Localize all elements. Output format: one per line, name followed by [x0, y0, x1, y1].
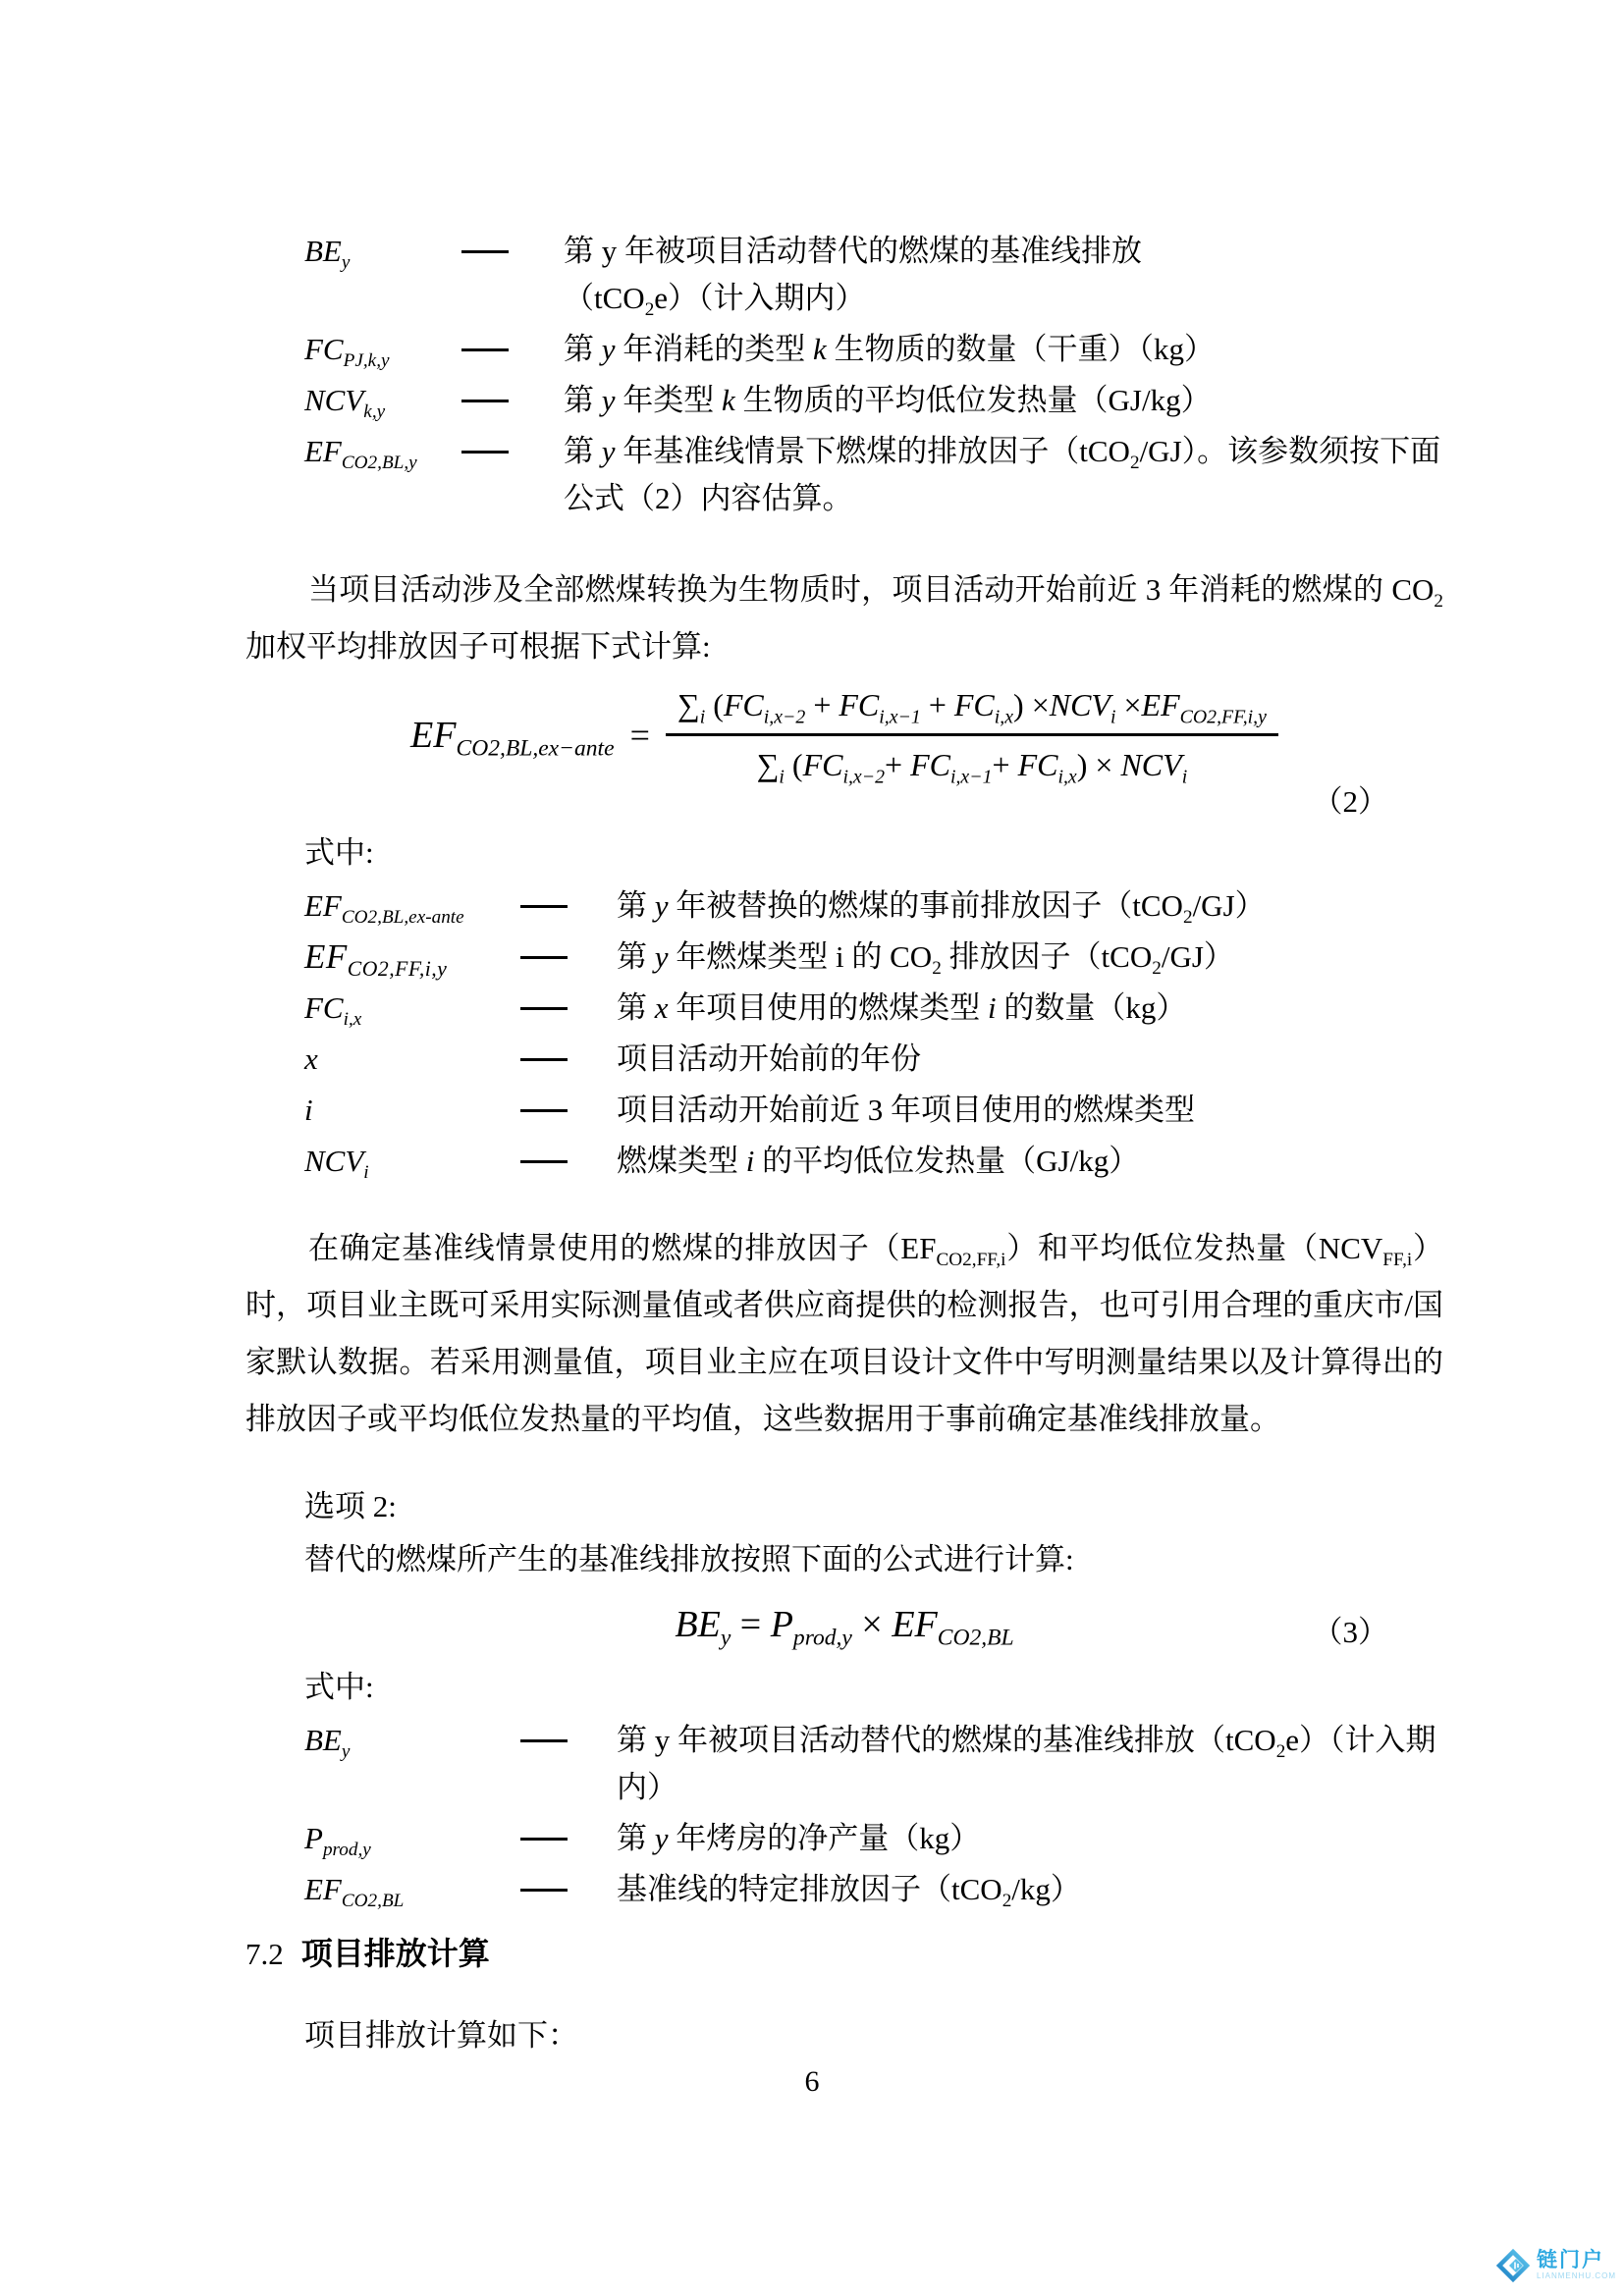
definition-row	[245, 1815, 1443, 1862]
fraction	[666, 683, 1278, 786]
definition-row	[245, 228, 1443, 322]
dash-separator	[454, 326, 564, 373]
dash-separator	[454, 228, 564, 275]
term-definition: 项目活动开始前的年份	[617, 1041, 921, 1076]
definition-row	[245, 985, 1443, 1032]
fraction-numerator: $\sum_i$ $(FC_{i,x-2} + FC_{i,x-1} + FC_{i,x}) \times NCV_i \times EF_{CO2,FF,i,y}$	[666, 683, 1278, 736]
equals-sign: =	[629, 715, 650, 755]
option-2-intro: 替代的燃煤所产生的基准线排放按照下面的公式进行计算:	[304, 1542, 1074, 1576]
section-title: 项目排放计算	[300, 1936, 490, 1971]
term-definition: 第 y 年被项目活动替代的燃煤的基准线排放（tCO$_2$e）（计入期内）	[617, 1723, 1436, 1804]
dash-separator	[513, 934, 617, 981]
term-symbol: $FC_{PJ,k,y}$	[304, 332, 390, 372]
term-definition: 第 y 年基准线情景下燃煤的排放因子（tCO$_2$/GJ）。该参数须按下面公式（2）内容估算。	[564, 434, 1441, 515]
term-symbol: $P_{prod,y}$	[304, 1821, 371, 1861]
section-number: 7.2	[245, 1937, 284, 1971]
paragraph-coal-conversion: 当项目活动涉及全部燃煤转换为生物质时，项目活动开始前近 3 年消耗的燃煤的 $CO_2$加权平均排放因子可根据下式计算:	[245, 572, 1443, 664]
definition-row	[245, 326, 1443, 373]
dash-separator	[513, 985, 617, 1032]
formula-3-body: $BE_y = P_{prod,y} \times EF_{CO2,BL}$	[675, 1604, 1014, 1651]
fraction-denominator: $\sum_i$ $(FC_{i,x-2}+ FC_{i,x-1}+ FC_{i,x}) \times NCV_i$	[756, 747, 1188, 788]
lianmenhu-logo-icon	[1495, 2248, 1531, 2283]
term-symbol: $EF_{CO2,BL,ex-ante}$	[304, 888, 464, 929]
term-definition: 第 y 年消耗的类型 k 生物质的数量（干重）（kg）	[564, 332, 1216, 366]
dash-separator	[513, 882, 617, 930]
term-symbol: x	[304, 1041, 318, 1076]
definition-row	[245, 377, 1443, 424]
term-symbol: $BE_y$	[304, 234, 351, 274]
term-symbol: $EF_{CO2,FF,i,y}$	[304, 937, 448, 981]
section-heading-7-2	[245, 1931, 1443, 1977]
dash-separator	[513, 1138, 617, 1185]
definition-row	[245, 882, 1443, 930]
formula-2-number: （2）	[1312, 784, 1388, 819]
term-symbol: i	[304, 1093, 313, 1127]
term-symbol: $NCV_{k,y}$	[304, 383, 386, 423]
definition-row	[245, 1717, 1443, 1811]
term-definition: 第 y 年被项目活动替代的燃煤的基准线排放（tCO$_2$e）（计入期内）	[564, 234, 1142, 321]
formula-3-number: （3）	[1312, 1615, 1388, 1649]
term-definition: 第 y 年被替换的燃煤的事前排放因子（tCO$_2$/GJ）	[617, 888, 1266, 929]
page-number: 6	[804, 2065, 820, 2098]
formula-3	[245, 1597, 1443, 1652]
term-symbol: $BE_y$	[304, 1723, 351, 1763]
definition-list-formula3	[245, 1717, 1443, 1913]
watermark-domain: LIANMENHU.COM	[1536, 2271, 1616, 2280]
dash-separator	[454, 428, 564, 475]
definition-row	[245, 1036, 1443, 1083]
paragraph-measurement: 在确定基准线情景使用的燃煤的排放因子$(EF_{CO2,FF,i})$和平均低位发热量$(NCV_{FF,i})$时，项目业主既可采用实际测量值或者供应商提供的检测报告，也可引用合理的重庆市/国家默认数据。若采用测量值，项目业主应在项目设计文件中写明测量结果以及计算得出的排放因子或平均低位发热量的平均值，这些数据用于事前确定基准线排放量。	[245, 1231, 1443, 1436]
term-symbol: $EF_{CO2,BL}$	[304, 1872, 405, 1912]
definition-list-top	[245, 228, 1443, 522]
term-symbol: $EF_{CO2,BL,y}$	[304, 434, 417, 474]
definition-list-formula2	[245, 882, 1443, 1185]
watermark	[1495, 2248, 1616, 2283]
definition-row	[245, 934, 1443, 981]
term-definition: 第 y 年烤房的净产量（kg）	[617, 1821, 981, 1855]
term-definition: 项目活动开始前近 3 年项目使用的燃煤类型	[617, 1093, 1195, 1127]
definition-row	[245, 1866, 1443, 1913]
definition-row	[245, 428, 1443, 522]
definition-row	[245, 1138, 1443, 1185]
where-label: 式中:	[304, 835, 374, 870]
formula-2-lhs: $EF_{CO2,BL,ex-ante}$	[410, 714, 615, 762]
term-definition: 基准线的特定排放因子（tCO$_2$/kg）	[617, 1872, 1081, 1912]
dash-separator	[513, 1866, 617, 1913]
definition-row	[245, 1087, 1443, 1134]
dash-separator	[513, 1036, 617, 1083]
watermark-title: 链门户	[1536, 2249, 1604, 2271]
term-definition: 第 x 年项目使用的燃煤类型 i 的数量（kg）	[617, 990, 1187, 1025]
term-definition: 第 y 年类型 k 生物质的平均低位发热量（GJ/kg）	[564, 383, 1212, 417]
dash-separator	[513, 1717, 617, 1764]
dash-separator	[454, 377, 564, 424]
project-emission-intro-line: 项目排放计算如下：	[304, 2018, 578, 2053]
term-definition: 燃煤类型 i 的平均低位发热量（GJ/kg）	[617, 1144, 1140, 1178]
dash-separator	[513, 1087, 617, 1134]
term-definition: 第 y 年燃煤类型 i 的 $CO_2$ 排放因子（tCO$_2$/GJ）	[617, 939, 1234, 980]
option-2-label: 选项 2:	[304, 1489, 397, 1523]
where-label: 式中:	[304, 1670, 374, 1704]
term-symbol: $NCV_i$	[304, 1144, 369, 1184]
formula-2	[245, 683, 1443, 786]
term-symbol: $FC_{i,x}$	[304, 990, 362, 1031]
dash-separator	[513, 1815, 617, 1862]
